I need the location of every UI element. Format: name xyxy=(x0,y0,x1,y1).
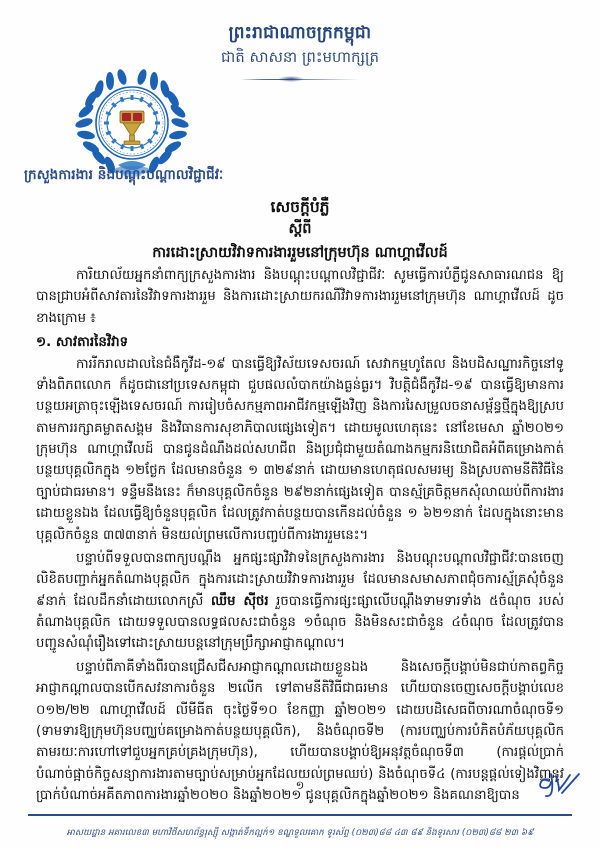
ornament-divider-icon xyxy=(240,75,360,83)
document-subtitle: ស្តីពី xyxy=(288,221,312,238)
paragraph-2-part-b: រួចបានធ្វើការផ្សះផ្សាលើបណ្តឹងទាមទារទាំង ៥ចំណុច របស់តំណាងបុគ្គលិក ដោយទទួលបានលទ្ធផលសះជាចំនួន ១ចំណុច និងមិនសះជាចំនួន ៤ចំណុច ដែលត្រូវបានបញ្ជូនសំណុំរឿងទៅដោះស្រាយបន្តនៅក្រុមប្រឹក្សាអាជ្ញាកណ្តាល។ xyxy=(36,593,565,652)
signature-initial-mark-icon xyxy=(538,771,584,801)
ministry-name: ក្រសួងការងារ និងបណ្តុះបណ្តាលវិជ្ជាជីវៈ xyxy=(24,167,224,183)
document-title-block xyxy=(0,196,600,265)
paragraph-3: បន្ទាប់ពីភាគីទាំងពីរបានជ្រើសជីសអាជ្ញាកណ្តាលដោយខ្លួនឯង និងសេចក្តីបង្គាប់មិនជាប់កាតព្វកិច្ច អាជ្ញាកណ្តាលបានបើកសវនាការចំនួន ២លើក ទៅតាមនីតិវិធីជាធរមាន ហើយបានចេញសេចក្តីបង្គាប់លេខ ០១២/២២ ណាហ្គាវើលដ៍ លីមីធីត ចុះថ្ងៃទី១០ ខែកញ្ញា ឆ្នាំ២០២១ ដោយបដិសេធពីចារណាចំណុចទី១ (ទាមទារឱ្យក្រុមហ៊ុនបញ្ឈប់គម្រោងកាត់បន្ថយបុគ្គលិក), និងចំណុចទី២ (ការបញ្ឈប់ការបំភិតបំភ័យបុគ្គលិក តាមរយៈការហៅទៅជួបអ្នកគ្រប់គ្រងក្រុមហ៊ុន), ហើយបានបង្គាប់ឱ្យអនុវត្តចំណុចទី៣ (ការផ្តល់ប្រាក់បំណាច់ផ្អាច់កិច្ចសន្យាការងារតាមច្បាប់សម្រាប់អ្នកដែលយល់ព្រមឈប់) និងចំណុចទី៤ (ការបន្តផ្តល់ទៀងវិញ្ញនូវប្រាក់បំណាច់អគីតភាពការងារឆ្នាំ២០២០ និងឆ្នាំ២០២១ ជូនបុគ្គលិកក្នុងឆ្នាំ២០២១ និងគណនាឱ្យបាន xyxy=(36,659,564,804)
page-number: ១ xyxy=(295,778,305,792)
representative-name: ឈឹម ស៊ីថរ xyxy=(210,593,269,609)
document-title: សេចក្តីបំភ្លឺ xyxy=(270,198,330,216)
footer-contact-info: អាសយដ្ឋាន អគារលេខ៣ មហាវិថីសហព័ន្ធរុស្ស៊ី សង្កាត់ទឹកល្អក់១ ខណ្ឌទួលគោក ទូរស័ព្ទ (០២៣)៨៨ ៤៣ ៨៩ និងទូរសារ (០២៣)៨៨ ២៣ ៦៩ xyxy=(66,828,534,838)
paragraph-2 xyxy=(36,548,564,655)
document-topic: ការដោះស្រាយវិវាទការងាររួមនៅក្រុមហ៊ុន ណាហ្គាវើលដ៍ xyxy=(152,245,448,262)
document-body xyxy=(36,265,564,808)
paragraph-1: ការរីករាលដាលនៃជំងឺកូវីដ-១៩ បានធ្វើឱ្យវិស័យទេសចរណ៍ សេវាកម្មហូតែល និងបដិសណ្ឋារកិច្ចនៅទូទាំងពិភពលោក ក៏ដូចជានៅប្រទេសកម្ពុជា ជួបផលលំបាកយ៉ាងធ្ងន់ធ្ងរ។ វិបត្តិជំងឺកូវីដ-១៩ បានធ្វើឱ្យមានការបន្ថយអត្រាចុះឡើងទេសចរណ៍ ការរៀបចំសកម្មភាពអាជីវកម្មឡើងវិញ និងការរៃសម្រួលចនាសម្ព័ន្ធថ្មីក្នុងឱ្យស្របតាមការរក្សាគម្លាតសង្គម និងវិធានការសុខាភិបាលផ្សេងទៀត។ ដោយមូលហេតុនេះ នៅខែមេសា ឆ្នាំ២០២១ ក្រុមហ៊ុន ណាហ្គាវើលដ៍ បានជូនដំណឹងដល់សហជីព និងប្រជុំជាមួយតំណាងកម្មករនិយោជិតអំពីគម្រោងកាត់បន្ថយបុគ្គលិកក្នុង ១២ថ្ងែក ដែលមានចំនួន ១ ៣២៩នាក់ ដោយមានហេតុផលសមរម្យ និងស្របតាមនីតិវិធីនៃច្បាប់ជាធរមាន។ ទន្ទឹមនឹងនេះ ក៏មានបុគ្គលិកចំនួន ២៩២នាក់ផ្សេងទៀត បានស្ម័គ្រចិត្តមកសុំលាឈប់ពីការងារដោយខ្លួនឯង ដែលធ្វើឱ្យចំនួនបុគ្គលិក ដែលត្រូវកាត់បន្ថយបានកើនដល់ចំនួន ១ ៦២១នាក់ ដែលក្នុងនោះមានបុគ្គលិកចំនួន ៣៧៣នាក់ មិនយល់ព្រមលើការបញ្ចប់ពីការងាររួមនេះ។ xyxy=(36,356,564,543)
intro-paragraph: ការិយាល័យអ្នកនាំពាក្យក្រសួងការងារ និងបណ្តុះបណ្តាលវិជ្ជាជីវៈ សូមធ្វើការបំភ្លឺជូនសាធារណជន ឱ្យបានជ្រាបអំពីសាវតារនៃវិវាទការងាររួម និងការដោះស្រាយករណីវិវាទការងាររួមនៅក្រុមហ៊ុន ណាហ្គាវើលដ៍ ដូចខាងក្រោម ៖ xyxy=(36,268,564,326)
national-motto: ជាតិ សាសនា ព្រះមហាក្សត្រ xyxy=(220,47,380,66)
footer-divider xyxy=(28,814,572,816)
kingdom-title: ព្រះរាជាណាចក្រកម្ពុជា xyxy=(228,23,372,43)
paragraph-2-part-a: បន្ទាប់ពីទទួលបានពាក្យបណ្តឹង អ្នកផ្សះផ្សាវិវាទនៃក្រសួងការងារ និងបណ្តុះបណ្តាលវិជ្ជាជីវៈបានចេញលិខិតបញ្ជាក់អ្នកតំណាងបុគ្គលិក ក្នុងការដោះស្រាយវិវាទការងាររួម ដែលមានសមាសភាពជុំចការស្ម័គ្រសុំចំនួន ៩នាក់ ដែលដឹកនាំដោយលោកស្រី xyxy=(36,550,564,609)
section-1-heading: ១. សាវតារនៃវិវាទ xyxy=(36,335,129,351)
